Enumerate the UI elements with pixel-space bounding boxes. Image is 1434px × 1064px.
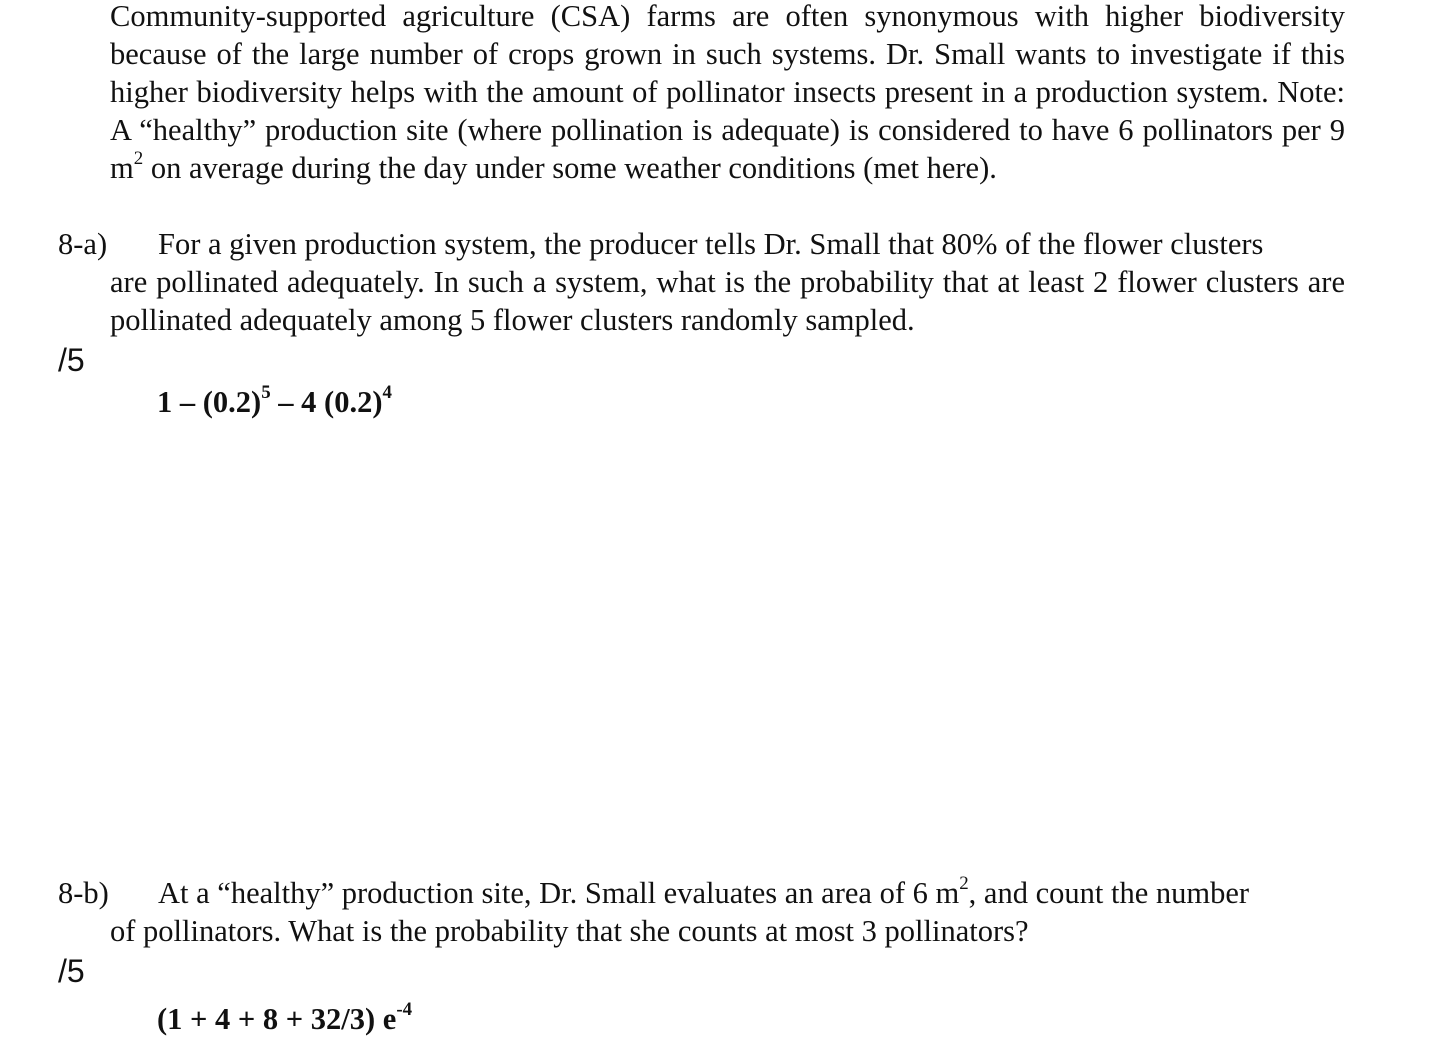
answer-8b-exponent1: -4 xyxy=(396,999,413,1021)
question-8a-answer xyxy=(157,383,392,421)
answer-8a-part1: 1 – (0.2) xyxy=(157,385,262,419)
intro-text: Community-supported agriculture (CSA) farms are often synonymous with higher biodiversity because of the large number of crops grown in such systems. Dr. Small wants to investigate if this higher biodiversity helps with the amount of pollinator insects present in a production system. Note: A “healthy” production site (where pollination is adequate) is considered to have 6 pollinators per 9 m xyxy=(110,0,1345,185)
question-8b-superscript: 2 xyxy=(959,873,969,895)
question-8b-text-first-end: , and count the number xyxy=(968,876,1250,910)
question-8a-text-rest: are pollinated adequately. In such a system, what is the probability that at least 2 flower clusters are pollinated adequately among 5 flower clusters randomly sampled. xyxy=(110,265,1345,337)
intro-superscript: 2 xyxy=(133,148,144,170)
question-8b-text-first: At a “healthy” production site, Dr. Small evaluates an area of 6 m xyxy=(158,876,960,910)
question-8b xyxy=(58,874,1345,950)
question-8a-number: 8-a) xyxy=(58,227,108,261)
answer-8b-part1: (1 + 4 + 8 + 32/3) e xyxy=(157,1002,397,1036)
intro-text-end: on average during the day under some weather conditions (met here). xyxy=(143,151,997,185)
intro-paragraph xyxy=(110,0,1345,187)
question-8a xyxy=(58,225,1345,339)
question-8b-answer xyxy=(157,1000,412,1038)
question-8a-points: /5 xyxy=(58,342,85,378)
answer-8a-part2: – 4 (0.2) xyxy=(270,385,383,419)
answer-8a-exponent1: 5 xyxy=(261,382,271,404)
question-8b-points: /5 xyxy=(58,953,85,989)
question-8a-text-first: For a given production system, the producer tells Dr. Small that 80% of the flower clusters xyxy=(158,227,1264,261)
question-8b-text-rest: of pollinators. What is the probability that she counts at most 3 pollinators? xyxy=(110,914,1029,948)
question-8b-number: 8-b) xyxy=(58,876,109,910)
answer-8a-exponent2: 4 xyxy=(382,382,392,404)
